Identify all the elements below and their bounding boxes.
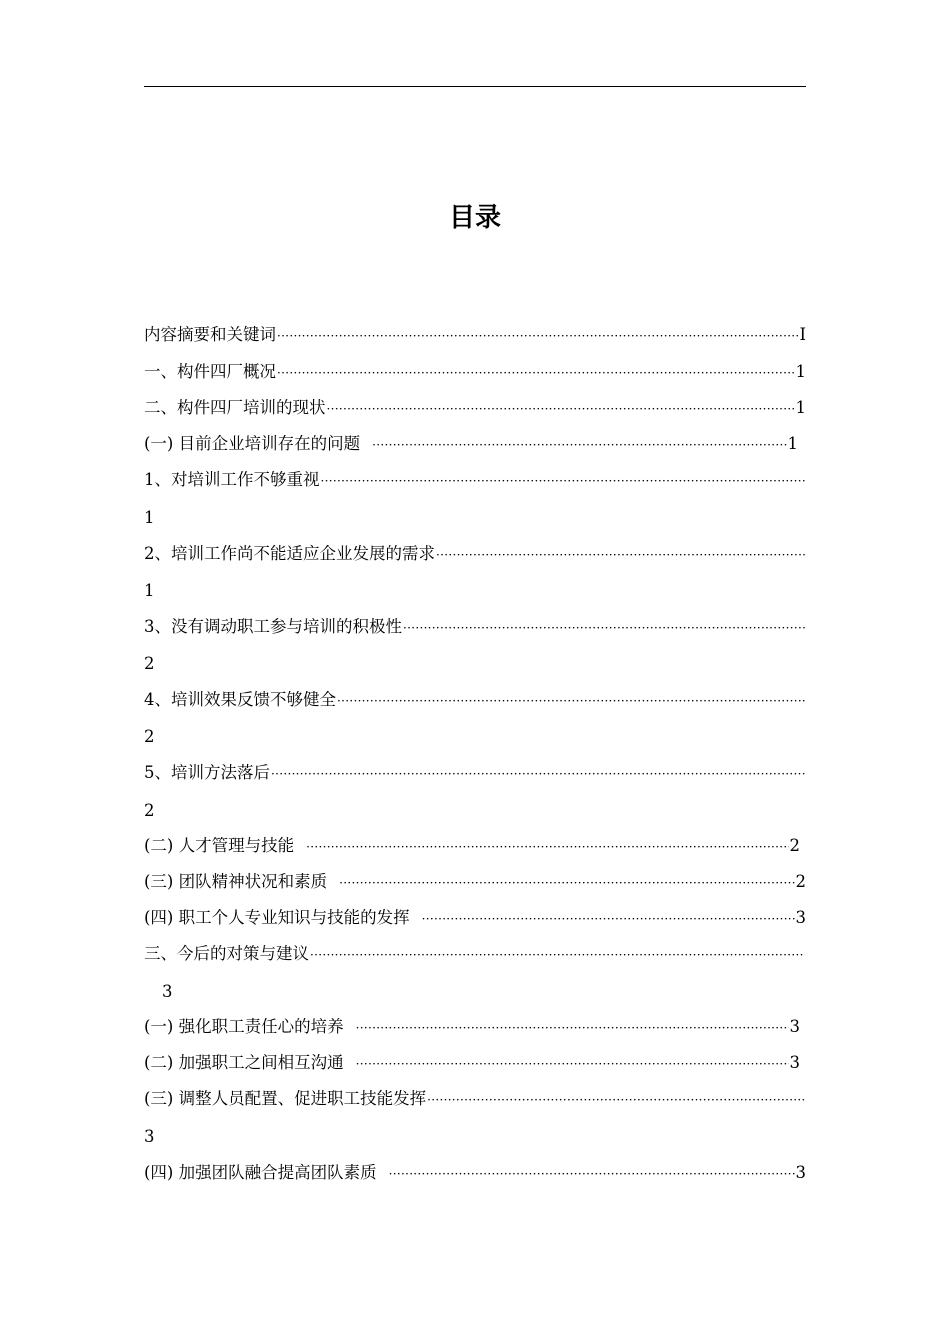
toc-entry-label: (二) 加强职工之间相互沟通 <box>144 1053 344 1072</box>
toc-entry[interactable] <box>144 761 806 785</box>
toc-entry-label: (四) 职工个人专业知识与技能的发挥 <box>144 908 410 927</box>
toc-entry-label: (一) 目前企业培训存在的问题 <box>144 434 361 453</box>
dot-leader <box>327 397 795 420</box>
dot-leader <box>436 543 805 566</box>
toc-entry-label: (四) 加强团队融合提高团队素质 <box>144 1163 377 1182</box>
toc-entry-page: I <box>799 325 806 344</box>
dot-leader <box>372 433 786 456</box>
toc-entry[interactable] <box>144 1051 800 1075</box>
toc-entry-label: 二、构件四厂培训的现状 <box>144 398 326 417</box>
dot-leader <box>310 943 805 966</box>
dot-leader <box>422 907 795 930</box>
toc-entry-label: 三、今后的对策与建议 <box>144 944 309 963</box>
toc-entry-label: 4、培训效果反馈不够健全 <box>144 690 336 709</box>
header-rule <box>144 86 806 87</box>
toc-entry-page: 3 <box>144 1127 155 1146</box>
dot-leader <box>337 689 805 712</box>
dot-leader <box>306 835 788 858</box>
toc-entry-label: (一) 强化职工责任心的培养 <box>144 1017 344 1036</box>
toc-entry[interactable] <box>144 542 806 566</box>
toc-entry-page: 3 <box>789 1053 800 1072</box>
toc-entry-page: 3 <box>789 1017 800 1036</box>
toc-entry[interactable] <box>144 615 806 639</box>
dot-leader <box>427 1088 805 1111</box>
toc-entry-label: 内容摘要和关键词 <box>144 325 276 344</box>
dot-leader <box>277 324 798 347</box>
toc-entry[interactable] <box>144 870 806 894</box>
toc-entry[interactable] <box>144 906 806 930</box>
toc-entry-page: 1 <box>787 434 798 453</box>
toc-entry[interactable] <box>144 432 798 456</box>
toc-entry-label: 3、没有调动职工参与培训的积极性 <box>144 617 402 636</box>
toc-entry[interactable] <box>144 468 806 492</box>
dot-leader <box>339 871 794 894</box>
toc-entry-page: 2 <box>144 727 155 746</box>
dot-leader <box>356 1016 789 1039</box>
toc-entry-page: 1 <box>144 581 155 600</box>
dot-leader <box>277 361 795 384</box>
toc-entry[interactable] <box>144 1015 800 1039</box>
toc-entry-label: 一、构件四厂概况 <box>144 362 276 381</box>
toc-entry-page: 1 <box>795 398 806 417</box>
toc-entry[interactable] <box>144 834 800 858</box>
toc-entry-page: 2 <box>789 836 800 855</box>
dot-leader <box>321 469 806 492</box>
toc-entry-page: 3 <box>162 982 173 1001</box>
toc-entry[interactable] <box>144 942 806 966</box>
toc-entry[interactable] <box>144 396 806 420</box>
dot-leader <box>389 1162 795 1185</box>
toc-entry-label: (三) 调整人员配置、促进职工技能发挥 <box>144 1089 427 1108</box>
dot-leader <box>271 762 805 785</box>
dot-leader <box>356 1052 789 1075</box>
page-title: 目录 <box>448 203 501 233</box>
toc-entry-page: 2 <box>795 872 806 891</box>
toc-entry-label: (二) 人才管理与技能 <box>144 836 295 855</box>
toc-entry[interactable] <box>144 688 806 712</box>
toc-entry-page: 1 <box>795 362 806 381</box>
toc-entry-page: 3 <box>795 908 806 927</box>
toc-entry[interactable] <box>144 1087 806 1111</box>
toc-entry-label: 5、培训方法落后 <box>144 763 270 782</box>
toc-entry[interactable] <box>144 360 806 384</box>
toc-entry-page: 2 <box>144 801 155 820</box>
toc-entry[interactable] <box>144 323 806 347</box>
toc-entry-page: 2 <box>144 654 155 673</box>
toc-entry[interactable] <box>144 1161 806 1185</box>
toc-entry-label: (三) 团队精神状况和素质 <box>144 872 328 891</box>
toc-entry-label: 1、对培训工作不够重视 <box>144 470 320 489</box>
toc-entry-page: 3 <box>795 1163 806 1182</box>
dot-leader <box>403 616 805 639</box>
toc-entry-page: 1 <box>144 508 155 527</box>
toc-entry-label: 2、培训工作尚不能适应企业发展的需求 <box>144 544 435 563</box>
